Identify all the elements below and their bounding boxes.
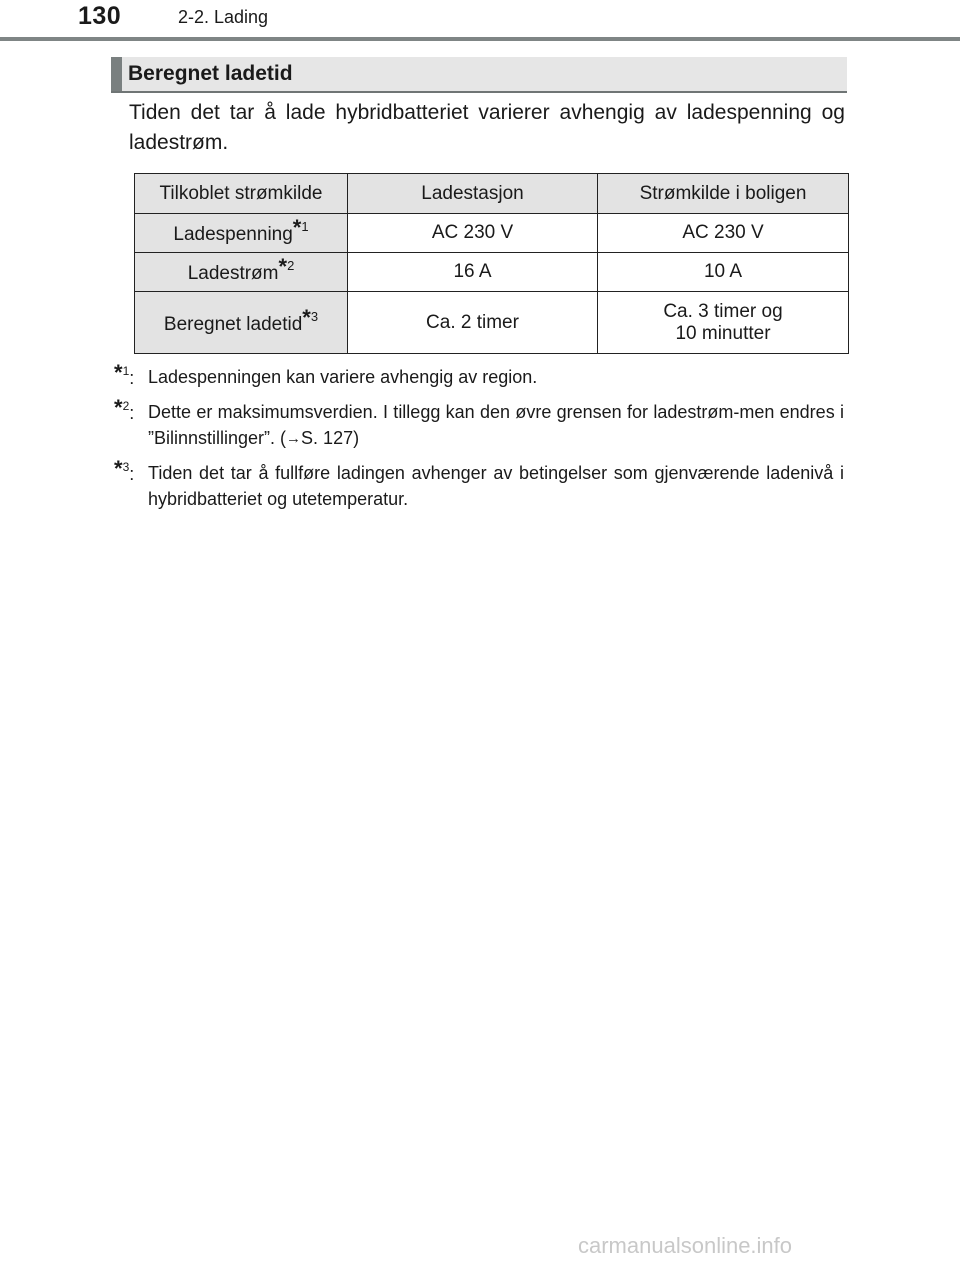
footnote-3 <box>114 456 844 512</box>
footnote-text-body: Dette er maksimumsverdien. I tillegg kan den øvre grensen for ladestrøm-men endres i ”Bilinnstillinger”. ( <box>148 402 844 448</box>
page-reference-link[interactable]: S. 127) <box>301 428 360 448</box>
footnote-marker <box>114 456 135 489</box>
row-label-text: Ladestrøm <box>187 263 279 284</box>
chapter-title: 2-2. Lading <box>178 7 269 27</box>
row-label <box>135 214 348 253</box>
watermark: carmanualsonline.info <box>578 1233 793 1258</box>
table-cell: AC 230 V <box>348 214 598 253</box>
footnote-star: * <box>302 304 311 330</box>
table-cell: 16 A <box>348 253 598 292</box>
section-title: Beregnet ladetid <box>128 62 293 85</box>
page-header <box>0 0 960 40</box>
footnote-star: * <box>292 215 302 240</box>
section-heading-bar <box>111 57 847 93</box>
footnote-text <box>148 399 844 453</box>
column-header: Strømkilde i boligen <box>598 174 849 214</box>
table-cell <box>598 292 849 354</box>
column-header: Ladestasjon <box>348 174 598 214</box>
footnote-star: * <box>278 254 288 279</box>
footnote-number: 2 <box>287 258 295 273</box>
footnote-colon: : <box>129 403 135 423</box>
footnote-star: * <box>114 456 123 481</box>
table-row <box>135 214 849 253</box>
footnote-star: * <box>114 395 123 420</box>
cell-line: Ca. 3 timer og <box>663 300 783 322</box>
row-label-text: Beregnet ladetid <box>163 313 303 335</box>
footnote-number: 1 <box>122 364 130 378</box>
row-label <box>135 292 348 354</box>
footnote-marker <box>114 360 135 393</box>
intro-paragraph: Tiden det tar å lade hybridbatteriet varierer avhengig av ladespenning og ladestrøm. <box>129 101 845 154</box>
footnote-colon: : <box>129 368 135 388</box>
footnote-number: 1 <box>301 219 309 234</box>
footnote-2 <box>114 395 844 453</box>
footnote-colon: : <box>129 464 135 484</box>
page-number: 130 <box>78 2 122 30</box>
table-cell: Ca. 2 timer <box>348 292 598 354</box>
section-accent <box>111 57 122 91</box>
table-row <box>135 253 849 292</box>
cell-line: 10 minutter <box>675 322 771 344</box>
table-cell: AC 230 V <box>598 214 849 253</box>
footnote-number: 2 <box>122 399 130 413</box>
row-label-text: Ladespenning <box>173 224 293 245</box>
arrow-right-icon: → <box>286 430 302 447</box>
table-cell: 10 A <box>598 253 849 292</box>
footnote-star: * <box>114 360 123 385</box>
column-header: Tilkoblet strømkilde <box>135 174 348 214</box>
header-rule <box>0 37 960 41</box>
charging-time-table <box>134 173 849 354</box>
table-header-row <box>135 174 849 214</box>
footnote-text: Ladespenningen kan variere avhengig av region. <box>148 367 538 387</box>
footnote-1 <box>114 360 844 390</box>
table-row <box>135 292 849 354</box>
footnote-text: Tiden det tar å fullføre ladingen avhenger av betingelser som gjenværende ladenivå i hybridbatteriet og utetemperatur. <box>148 463 844 509</box>
footnote-number: 3 <box>310 308 319 324</box>
footnote-marker <box>114 395 135 428</box>
footnote-number: 3 <box>122 460 130 474</box>
row-label <box>135 253 348 292</box>
